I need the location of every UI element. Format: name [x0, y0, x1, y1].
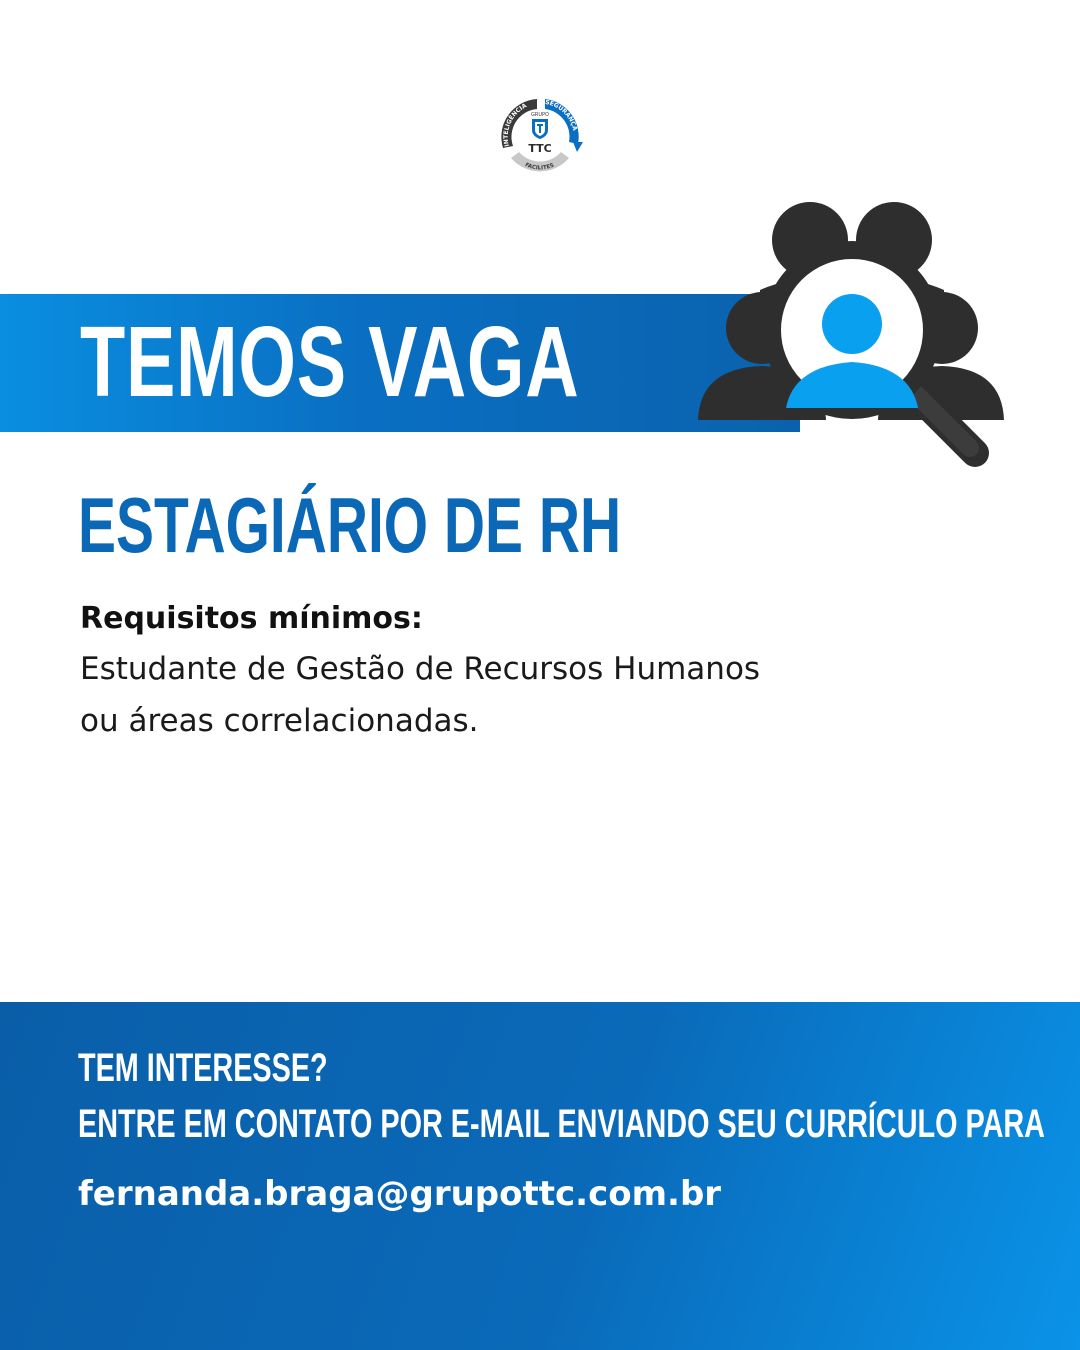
- contact-email-link[interactable]: fernanda.braga@grupottc.com.br: [78, 1174, 722, 1214]
- ttc-logo-icon: [489, 86, 591, 188]
- requirements-line: Estudante de Gestão de Recursos Humanos: [80, 651, 761, 687]
- contact-instruction: ENTRE EM CONTATO POR E-MAIL ENVIANDO SEU CURRÍCULO PARA: [78, 1102, 1045, 1146]
- headline-title: TEMOS VAGA: [80, 306, 580, 418]
- people-search-magnifier-icon: [690, 198, 1010, 478]
- requirements-label: Requisitos mínimos:: [80, 601, 423, 636]
- logo-ring-right-text: SEGURANÇA: [544, 99, 579, 132]
- logo-top-text: GRUPO: [531, 112, 549, 118]
- logo-ring-left-text: INTELIGÊNCIA: [502, 102, 528, 148]
- company-logo: [489, 86, 591, 188]
- logo-ring-bottom-text: FACILITES: [523, 162, 556, 172]
- job-title: ESTAGIÁRIO DE RH: [78, 481, 622, 569]
- requirements-line: ou áreas correlacionadas.: [80, 703, 479, 739]
- logo-brand-text: TTC: [528, 142, 552, 155]
- contact-question: TEM INTERESSE?: [78, 1046, 328, 1090]
